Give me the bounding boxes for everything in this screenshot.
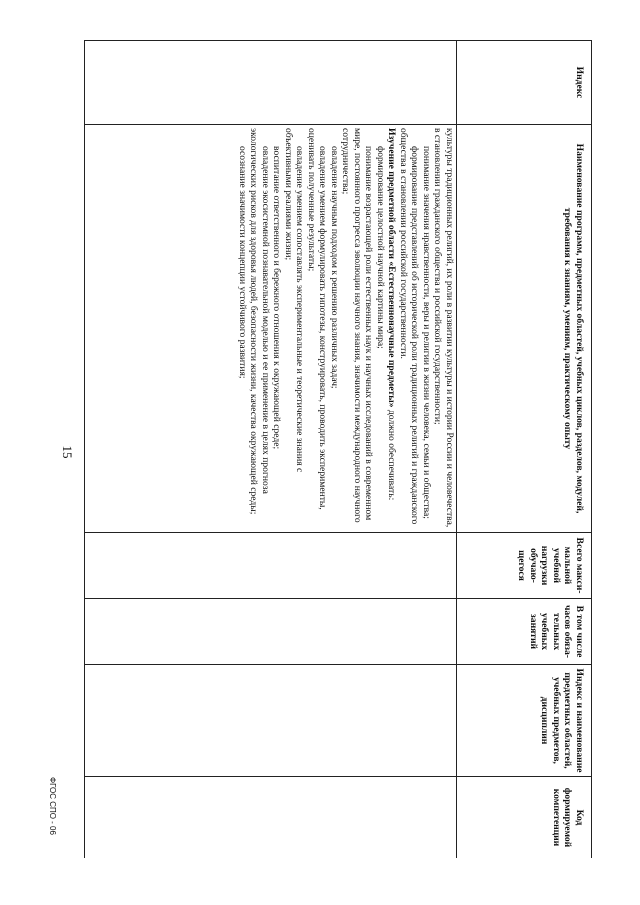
body-paragraph: осознание значимости концепции устойчивого развития; [237, 146, 248, 379]
body-paragraph: формирование целостной научной картины мира; [375, 146, 386, 349]
body-paragraph: должно обеспечивать: [386, 407, 398, 501]
cell-name [85, 125, 457, 533]
footer-label: ФГОС СПО - 06 [48, 777, 57, 835]
body-paragraph: формирование представлений об исторической роли традиционных религий и гражданского общества в становлении российской государственности. [398, 128, 421, 525]
body-paragraph: овладение экосистемной познавательной моделью и ее применение в целях прогноза экологических рисков для здоровья людей, безопасности жизни, качества окружающей среды; [248, 128, 271, 515]
body-paragraph: понимание возрастающей роли естественных наук и научных исследований в современном мире, постоянного прогресса эволюции научного знания, значимости международного научного сотрудничества; [340, 128, 375, 523]
body-paragraph: Изучение предметной области «Естественнонаучные предметы» [386, 128, 398, 408]
body-paragraph: овладение научным подходом к решению различных задач; [329, 146, 340, 389]
header-name: Наименование программ, предметных областей, учебных циклов, разделов, модулей, требования к знаниям, умениям, практическому опыту [457, 125, 592, 533]
body-paragraph: понимание значения нравственности, веры и религии в жизни человека, семьи и общества; [421, 146, 432, 519]
body-paragraph: овладение умением формулировать гипотезы, конструировать, проводить эксперименты, оценивать полученные результаты; [306, 128, 329, 510]
header-classes: В том числе часов обяза-тельных учебных занятий [457, 599, 592, 665]
cell-subjects [85, 665, 457, 777]
table-header-row [457, 41, 592, 859]
header-competence: Код формируемой компетенции [457, 777, 592, 859]
cell-index [85, 41, 457, 125]
page-number: 15 [60, 445, 75, 459]
rotated-content [84, 40, 592, 858]
cell-competence [85, 777, 457, 859]
header-index: Индекс [457, 41, 592, 125]
cell-max-load [85, 533, 457, 599]
body-paragraph: овладение умением сопоставлять экспериментальные и теоретические знания с объективными реалиями жизни; [283, 128, 306, 473]
rotated-page [84, 40, 592, 858]
cell-classes [85, 599, 457, 665]
header-max-load: Всего макси-мальной учебной нагрузки обучаю-щегося [457, 533, 592, 599]
header-subjects: Индекс и наименование предметных областей, учебных предметов, дисциплин [457, 665, 592, 777]
curriculum-table [84, 40, 592, 858]
body-paragraph: воспитание ответственного и бережного отношения к окружающей среде; [271, 146, 283, 450]
table-row [85, 41, 457, 859]
body-paragraph: культуры традиционных религий, их роли в развитии культуры и истории России и человечества, в становлении гражданского общества и российской государственности; [432, 128, 455, 528]
